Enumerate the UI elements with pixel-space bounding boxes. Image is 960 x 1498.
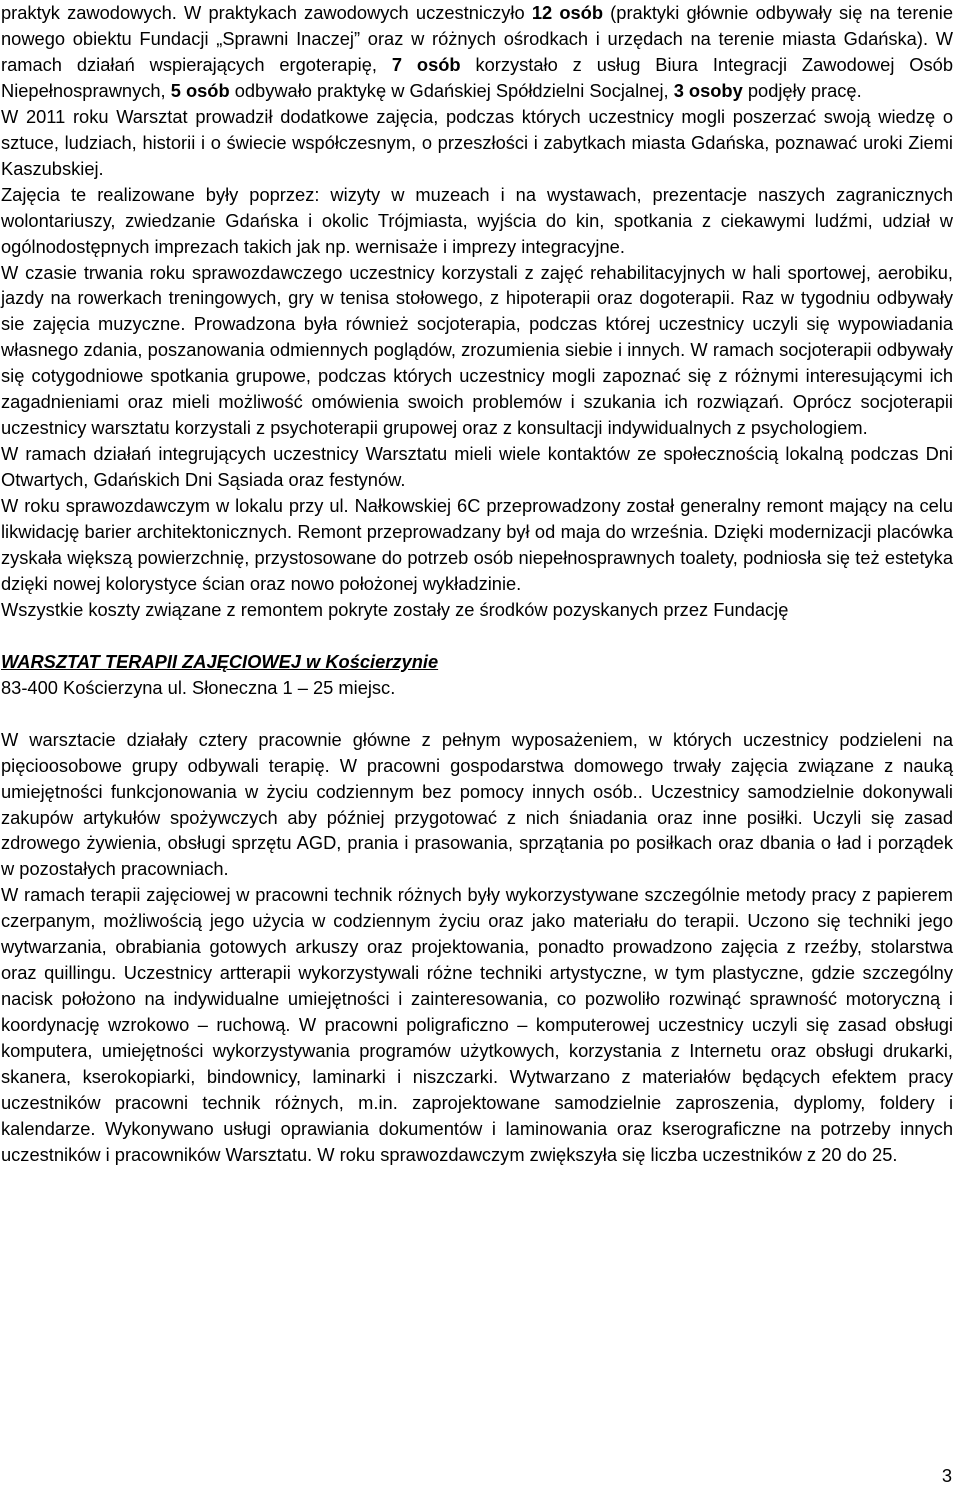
paragraph	[1, 104, 953, 182]
paragraph	[1, 260, 953, 442]
section-heading	[1, 649, 953, 675]
page-number: 3	[941, 1465, 952, 1486]
text-run: 83-400 Kościerzyna ul. Słoneczna 1 – 25 miejsc.	[1, 676, 396, 698]
bold-count: 12 osób	[531, 2, 603, 23]
text-run: odbywało praktykę w Gdańskiej Spółdzielni Socjalnej,	[229, 79, 674, 101]
bold-count: 7 osób	[391, 53, 461, 75]
paragraph	[1, 882, 953, 1167]
text-run: WARSZTAT TERAPII ZAJĘCIOWEJ w Kościerzynie	[1, 650, 439, 672]
paragraph	[1, 0, 953, 104]
text-run: W ramach terapii zajęciowej w pracowni technik różnych były wykorzystywane szczególnie metody pracy z papierem czerpanym, możliwością jego użycia w codziennym życiu oraz jako materiału do terapii. Uczono się techniki jego wytwarzania, obrabiania gotowych arkuszy oraz projektowania, ponadto prowadzono zajęcia z rzeźby, stolarstwa oraz quillingu. Uczestnicy artterapii wykorzystywali różne techniki artystyczne, w tym plastyczne, gdzie szczególny nacisk położono na indywidualne umiejętności i zainteresowania, co pozwoliło rozwinąć sprawność motoryczną i koordynację wzrokowo – ruchową. W pracowni poligraficzno – komputerowej uczestnicy uczyli się zasad obsługi komputera, umiejętności wykorzystywania programów użytkowych, korzystania z Internetu oraz obsługi drukarki, skanera, kserokopiarki, bindownicy, laminarki i niszczarki. Wytwarzano z materiałów będących efektem pracy uczestników pracowni technik różnych, m.in. zaprojektowane samodzielnie zaproszenia, dyplomy, foldery i kalendarze. Wykonywano usługi oprawiania dokumentów i laminowania oraz kserograficzne na potrzeby innych uczestników i pracowników Warsztatu. W roku sprawozdawczym zwiększyła się liczba uczestników z 20 do 25.	[1, 884, 953, 1165]
text-run: W roku sprawozdawczym w lokalu przy ul. Nałkowskiej 6C przeprowadzony został generalny remont mający na celu likwidację barier architektonicznych. Remont przeprowadzany był od maja do września. Dzięki modernizacji placówka zyskała większą powierzchnię, przystosowane do potrzeb osób niepełnosprawnych toalety, podniosła się też estetyka dzięki nowej kolorystyce ścian oraz nowo położonej wykładzinie.	[1, 495, 953, 594]
paragraph	[1, 727, 953, 883]
paragraph	[1, 493, 953, 597]
paragraph	[1, 597, 953, 623]
text-run: podjęły pracę.	[742, 79, 862, 101]
blank-line	[1, 701, 953, 727]
blank-line	[1, 623, 953, 649]
document-body	[1, 0, 953, 1168]
text-run: Zajęcia te realizowane były poprzez: wizyty w muzeach i na wystawach, prezentacje naszych zagranicznych wolontariuszy, zwiedzanie Gdańska i okolic Trójmiasta, wyjścia do kin, spotkania z ciekawymi ludźmi, udział w ogólnodostępnych imprezach takich jak np. wernisaże i imprezy integracyjne.	[1, 183, 953, 257]
text-run: W ramach działań integrujących uczestnicy Warsztatu mieli wiele kontaktów ze społecznością lokalną podczas Dni Otwartych, Gdańskich Dni Sąsiada oraz festynów.	[1, 443, 953, 491]
bold-count: 5 osób	[170, 79, 230, 101]
paragraph	[1, 182, 953, 260]
text-run: korzystało z usług Biura Integracji Zawodowej Osób Niepełnosprawnych,	[1, 53, 953, 101]
text-run: Wszystkie koszty związane z remontem pokryte zostały ze środków pozyskanych przez Fundację	[1, 598, 789, 620]
address-line	[1, 675, 953, 701]
text-run: W czasie trwania roku sprawozdawczego uczestnicy korzystali z zajęć rehabilitacyjnych w hali sportowej, aerobiku, jazdy na rowerkach treningowych, gry w tenisa stołowego, z hipoterapii oraz dogoterapii. Raz w tygodniu odbywały sie zajęcia muzyczne. Prowadzona była również socjoterapia, podczas której uczestnicy uczyli się wypowiadania własnego zdania, poszanowania odmiennych poglądów, zrozumienia siebie i innych. W ramach socjoterapii odbywały się cotygodniowe spotkania grupowe, podczas których uczestnicy mogli zapoznać się z różnymi interesującymi ich zagadnieniami oraz mieli możliwość omówienia swoich problemów i szukania ich rozwiązań. Oprócz socjoterapii uczestnicy warsztatu korzystali z psychoterapii grupowej oraz z konsultacji indywidualnych z psychologiem.	[1, 261, 953, 439]
paragraph	[1, 441, 953, 493]
text-run: W 2011 roku Warsztat prowadził dodatkowe zajęcia, podczas których uczestnicy mogli poszerzać swoją wiedzę o sztuce, ludziach, historii i o świecie współczesnym, o przeszłości i zabytkach miasta Gdańska, poznawać uroki Ziemi Kaszubskiej.	[1, 105, 953, 179]
text-run: (praktyki głównie odbywały się na terenie nowego obiektu Fundacji „Sprawni Inaczej” oraz w różnych ośrodkach i urzędach na terenie miasta Gdańska). W ramach działań wspierających ergoterapię,	[1, 2, 953, 75]
bold-count: 3 osoby	[673, 79, 743, 101]
text-run: praktyk zawodowych. W praktykach zawodowych uczestniczyło	[1, 2, 532, 23]
text-run: W warsztacie działały cztery pracownie główne z pełnym wyposażeniem, w których uczestnicy podzieleni na pięcioosobowe grupy odbywali terapię. W pracowni gospodarstwa domowego trwały zajęcia związane z nauką umiejętności funkcjonowania w życiu codziennym bez pomocy innych osób.. Uczestnicy samodzielnie dokonywali zakupów artykułów spożywczych aby później przygotować z nich śniadania oraz inne posiłki. Uczyli się zasad zdrowego żywienia, obsługi sprzętu AGD, prania i prasowania, sprzątania po posiłkach oraz dbania o ład i porządek w pozostałych pracowniach.	[1, 728, 953, 880]
